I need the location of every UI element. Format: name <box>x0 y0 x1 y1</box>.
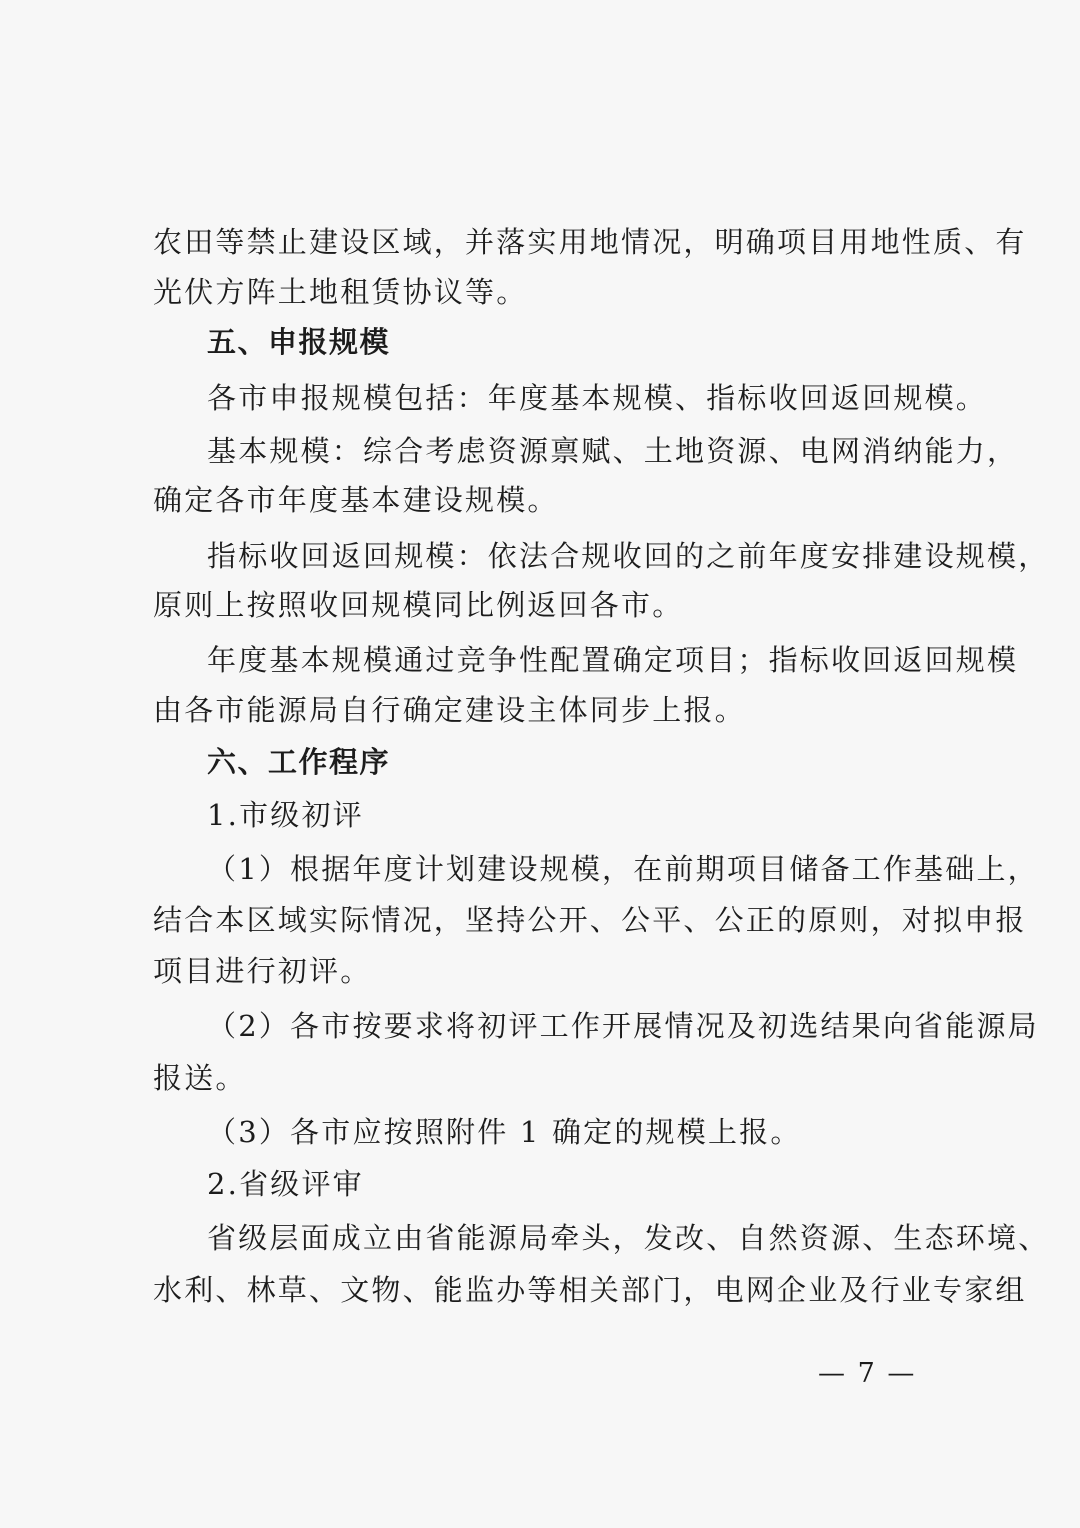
body-text-line: （3）各市应按照附件 1 确定的规模上报。 <box>207 1115 802 1149</box>
body-text-line: （1）根据年度计划建设规模，在前期项目储备工作基础上， <box>207 852 1039 886</box>
body-text-line: 指标收回返回规模：依法合规收回的之前年度安排建设规模， <box>207 539 1050 573</box>
subsection-heading: 1.市级初评 <box>207 798 364 832</box>
body-text-line: 年度基本规模通过竞争性配置确定项目；指标收回返回规模 <box>207 643 1019 677</box>
body-text-line: 基本规模：综合考虑资源禀赋、土地资源、电网消纳能力， <box>207 434 1019 468</box>
body-text-line: 报送。 <box>153 1061 247 1095</box>
body-text-line: 省级层面成立由省能源局牵头，发改、自然资源、生态环境、 <box>207 1221 1050 1255</box>
body-text-line: 水利、林草、文物、能监办等相关部门，电网企业及行业专家组 <box>153 1273 1027 1307</box>
body-text-line: 项目进行初评。 <box>153 954 372 988</box>
section-heading: 六、工作程序 <box>207 745 391 779</box>
subsection-heading: 2.省级评审 <box>207 1167 364 1201</box>
body-text-line: 确定各市年度基本建设规模。 <box>153 483 559 517</box>
body-text-line: 光伏方阵土地租赁协议等。 <box>153 275 528 309</box>
body-text-line: 农田等禁止建设区域，并落实用地情况，明确项目用地性质、有 <box>153 225 1027 259</box>
body-text-line: 原则上按照收回规模同比例返回各市。 <box>153 588 684 622</box>
body-text-line: 结合本区域实际情况，坚持公开、公平、公正的原则，对拟申报 <box>153 903 1027 937</box>
body-text-line: （2）各市按要求将初评工作开展情况及初选结果向省能源局 <box>207 1009 1039 1043</box>
section-heading: 五、申报规模 <box>207 325 391 359</box>
body-text-line: 由各市能源局自行确定建设主体同步上报。 <box>153 693 746 727</box>
page-number: — 7 — <box>818 1358 917 1389</box>
body-text-line: 各市申报规模包括：年度基本规模、指标收回返回规模。 <box>207 381 988 415</box>
